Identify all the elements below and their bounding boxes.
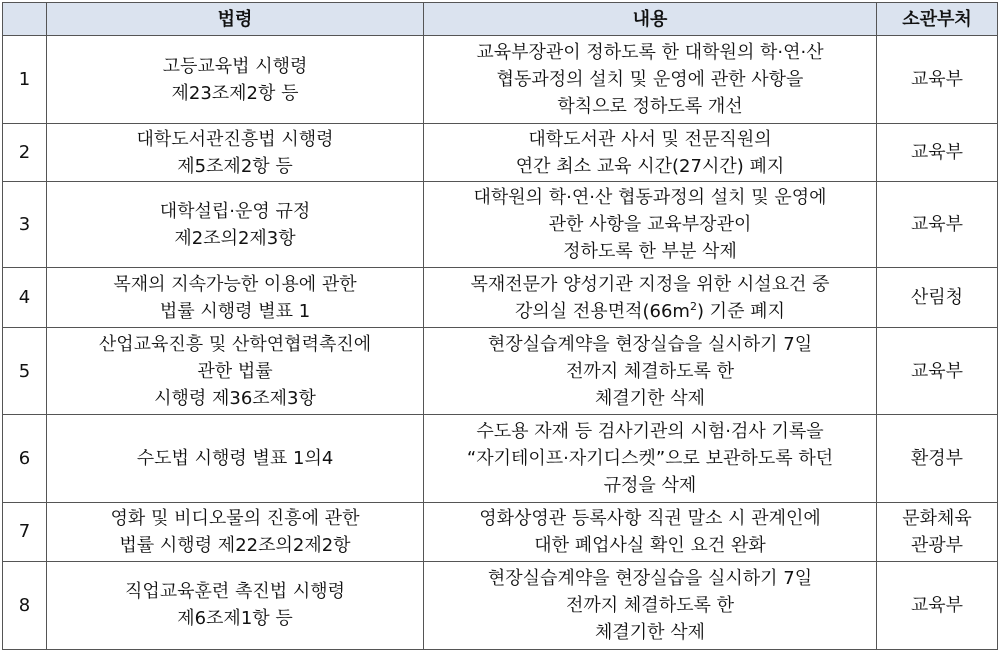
content-line: 대학도서관 사서 및 전문직원의 [528,128,772,150]
table-row [3,328,998,414]
row-number: 7 [3,502,47,561]
law-line: 제2조의2제3항 [174,227,296,249]
department-cell: 교육부 [877,328,998,414]
content-line: 체결기한 삭제 [594,621,706,643]
row-number: 4 [3,268,47,328]
law-line: 산업교육진흥 및 산학연협력촉진에 [98,333,372,355]
content-line: 관한 사항을 교육부장관이 [548,214,752,236]
law-line: 시행령 제36조제3항 [154,387,316,409]
table-row [3,414,998,502]
content-text: ) 기준 폐지 [696,300,785,322]
law-line: 영화 및 비디오물의 진흥에 관한 [110,507,360,529]
content-line: 정하도록 한 부분 삭제 [563,241,737,263]
table-row [3,268,998,328]
department-cell: 교육부 [877,36,998,124]
content-line: 대학원의 학·연·산 협동과정의 설치 및 운영에 [473,187,827,209]
row-number: 5 [3,328,47,414]
content-cell [424,561,877,649]
department-line: 관광부 [910,534,964,556]
content-line: 규정을 삭제 [603,474,697,496]
law-line: 관한 법률 [197,360,273,382]
content-line: 전까지 체결하도록 한 [566,360,734,382]
law-line: 법률 시행령 별표 1 [159,300,311,322]
header-department: 소관부처 [877,3,998,36]
department-cell: 산림청 [877,268,998,328]
law-line: 직업교육훈련 촉진법 시행령 [124,581,346,603]
regulation-table [2,2,998,650]
content-line: 현장실습계약을 현장실습을 실시하기 7일 [487,333,813,355]
department-cell: 환경부 [877,414,998,502]
row-number: 1 [3,36,47,124]
law-line: 대학설립·운영 규정 [159,200,311,222]
table-row [3,502,998,561]
law-cell [47,561,424,649]
header-content: 내용 [424,3,877,36]
department-line: 문화체육 [902,507,972,529]
content-line: 교육부장관이 정하도록 한 대학원의 학·연·산 [476,42,824,64]
row-number: 2 [3,124,47,182]
law-cell [47,124,424,182]
table-row [3,36,998,124]
content-cell [424,268,877,328]
law-line: 제23조제2항 등 [171,82,299,104]
department-cell: 교육부 [877,124,998,182]
content-line: 현장실습계약을 현장실습을 실시하기 7일 [487,567,813,589]
content-line [430,298,870,325]
row-number: 8 [3,561,47,649]
row-number: 3 [3,182,47,268]
content-cell [424,328,877,414]
content-line: 연간 최소 교육 시간(27시간) 폐지 [515,155,785,177]
content-cell [424,414,877,502]
content-line: 수도용 자재 등 검사기관의 시험·검사 기록을 [476,420,824,442]
law-cell [47,268,424,328]
content-cell [424,124,877,182]
content-line: 전까지 체결하도록 한 [566,594,734,616]
law-line: 제6조제1항 등 [177,608,293,630]
content-line: “자기테이프·자기디스켓”으로 보관하도록 하던 [466,447,834,469]
law-line: 대학도서관진흥법 시행령 [136,128,334,150]
content-line: 학칙으로 정하도록 개선 [557,96,743,118]
law-cell [47,182,424,268]
header-law: 법령 [47,3,424,36]
law-line: 제5조제2항 등 [177,155,293,177]
header-number [3,3,47,36]
law-cell [47,36,424,124]
content-cell [424,182,877,268]
content-line: 협동과정의 설치 및 운영에 관한 사항을 [496,69,804,91]
content-line: 대한 폐업사실 확인 요건 완화 [534,534,766,556]
content-line: 목재전문가 양성기관 지정을 위한 시설요건 중 [470,273,830,295]
content-text: 강의실 전용면적(66m [515,300,690,322]
law-cell [47,414,424,502]
content-line: 체결기한 삭제 [594,387,706,409]
law-cell [47,328,424,414]
content-cell [424,502,877,561]
law-line: 수도법 시행령 별표 1의4 [136,447,334,469]
department-cell: 교육부 [877,182,998,268]
content-cell [424,36,877,124]
content-line: 영화상영관 등록사항 직권 말소 시 관계인에 [479,507,821,529]
department-cell [877,502,998,561]
law-line: 고등교육법 시행령 [162,55,308,77]
law-cell [47,502,424,561]
table-header-row [3,3,998,36]
table-row [3,561,998,649]
table-row [3,124,998,182]
department-cell: 교육부 [877,561,998,649]
table-row [3,182,998,268]
law-line: 법률 시행령 제22조의2제2항 [119,534,351,556]
row-number: 6 [3,414,47,502]
superscript: 2 [689,299,697,313]
law-line: 목재의 지속가능한 이용에 관한 [113,273,357,295]
